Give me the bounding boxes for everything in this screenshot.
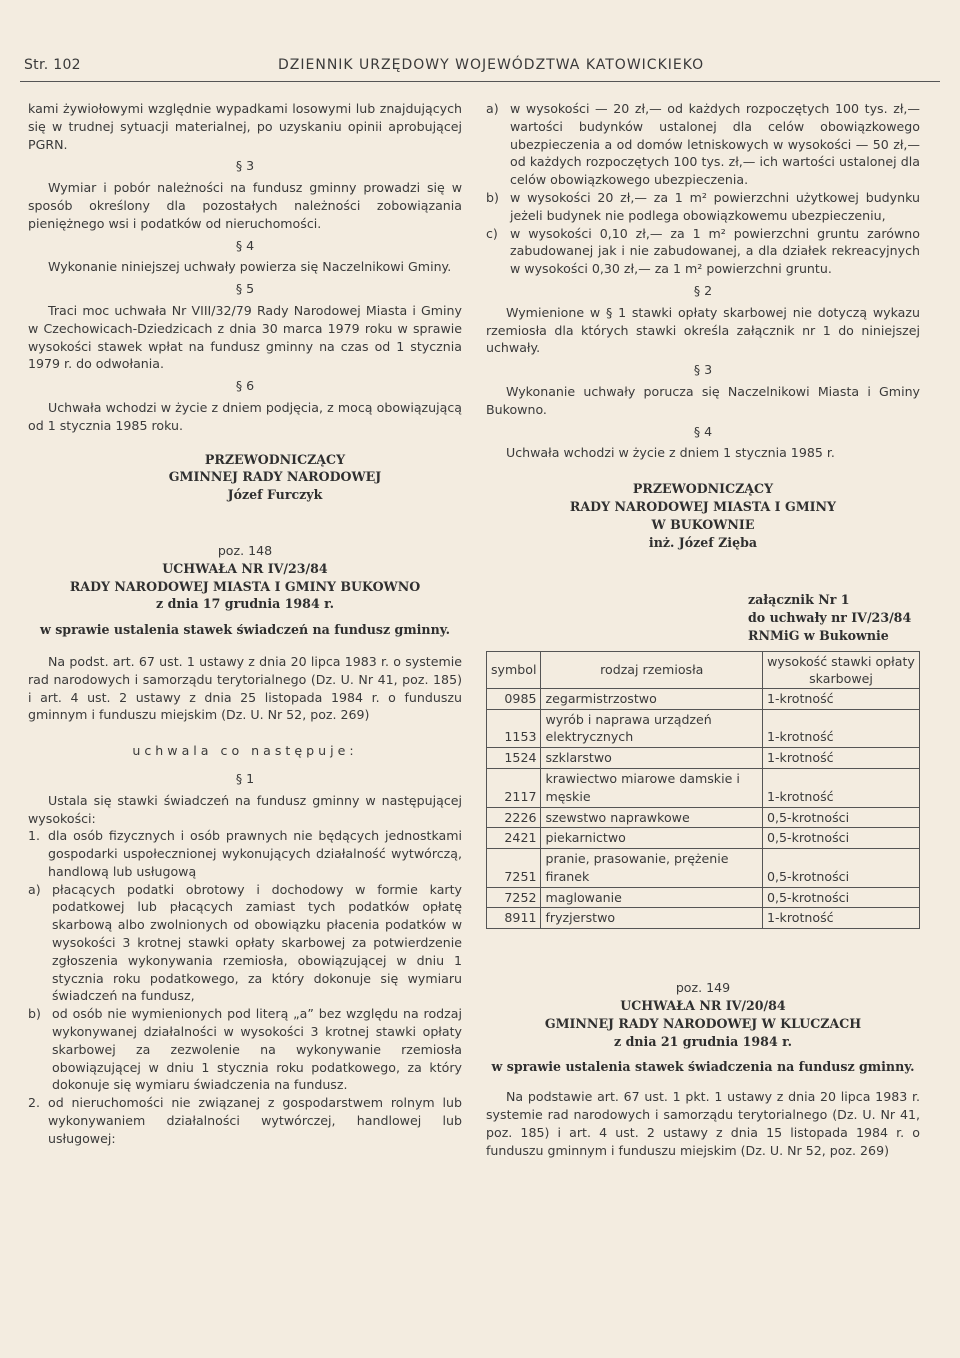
- cell-craft: zegarmistrzostwo: [541, 688, 763, 709]
- table-row: [487, 887, 920, 908]
- table-row: [487, 748, 920, 769]
- cell-symbol: 7252: [487, 887, 541, 908]
- cell-rate: 0,5-krotności: [763, 849, 920, 888]
- cell-rate: 1-krotność: [763, 748, 920, 769]
- resolution-council: GMINNEJ RADY NARODOWEJ W KLUCZACH: [544, 1015, 862, 1031]
- cell-craft: maglowanie: [541, 887, 763, 908]
- section-2-text: Wymienione w § 1 stawki opłaty skarbowej nie dotyczą wykazu rzemiosła dla których stawki określa załącznik nr 1 do niniejszej uchwały.: [486, 304, 920, 356]
- annex-resolution: do uchwały nr IV/23/84: [748, 610, 912, 626]
- cell-rate: 0,5-krotności: [763, 887, 920, 908]
- section-4-title: § 4: [693, 423, 713, 439]
- column-header-craft: rodzaj rzemiosła: [541, 651, 763, 688]
- section-4-text: Uchwała wchodzi w życie z dniem 1 stycznia 1985 r.: [506, 445, 835, 461]
- resolution-council: RADY NARODOWEJ MIASTA I GMINY BUKOWNO: [69, 578, 421, 594]
- cell-rate: 0,5-krotności: [763, 828, 920, 849]
- item-1a-mark: a): [28, 881, 41, 897]
- column-header-rate: wysokość stawki opłaty skarbowej: [763, 651, 920, 688]
- signature-council: RADY NARODOWEJ MIASTA I GMINY: [569, 498, 837, 514]
- column-header-symbol: symbol: [487, 651, 541, 688]
- table-row: [487, 688, 920, 709]
- item-1-text: dla osób fizycznych i osób prawnych nie będących jednostkami gospodarki uspołecznionej wykonujących działalność wytwórczą, handlową lub usługową: [48, 828, 462, 879]
- cell-rate: 1-krotność: [763, 768, 920, 807]
- section-4-title: § 4: [235, 237, 255, 253]
- cell-craft: fryzjerstwo: [541, 908, 763, 929]
- list-item: [28, 1094, 462, 1147]
- cell-symbol: 1524: [487, 748, 541, 769]
- section-5-title: § 5: [235, 281, 255, 297]
- item-c-text: w wysokości 0,10 zł,— za 1 m² powierzchni gruntu zarówno zabudowanej jak i nie zabudowanej, a dla działek rekreacyjnych w wysokości 0,30 zł,— za 1 m² powierzchni gruntu.: [510, 225, 920, 277]
- table-header-row: [487, 651, 920, 688]
- section-5-text: Traci moc uchwała Nr VIII/32/79 Rady Narodowej Miasta i Gminy w Czechowicach-Dziedzicach z dnia 30 marca 1979 roku w sprawie wysokości stawek wpłat na fundusz gminny na czas od 1 stycznia 1979 r. do odwołania.: [28, 302, 462, 372]
- section-4-text: Wykonanie niniejszej uchwały powierza się Naczelnikowi Gminy.: [48, 259, 452, 275]
- cell-symbol: 7251: [487, 849, 541, 888]
- section-1-text: Ustala się stawki świadczeń na fundusz gminny w następującej wysokości:: [28, 792, 462, 826]
- item-b-text: w wysokości 20 zł,— za 1 m² powierzchni użytkowej budynku jeżeli budynek nie podlega obowiązkowemu ubezpieczeniu,: [510, 189, 920, 223]
- item-c-mark: c): [486, 225, 498, 241]
- resolution-date: z dnia 21 grudnia 1984 r.: [614, 1033, 792, 1049]
- legal-basis: Na podstawie art. 67 ust. 1 pkt. 1 ustawy z dnia 20 lipca 1983 r. systemie rad narodowych i samorządu terytorialnego (Dz. U. Nr 41, poz. 185) i art. 4 ust. 2 ustawy z dnia 15 listopada 1984 r. o funduszu gminnym i funduszu miejskim (Dz. U. Nr 52, poz. 269): [486, 1089, 920, 1158]
- list-item: [486, 225, 920, 278]
- annex-heading: [748, 591, 920, 644]
- table-row: [487, 709, 920, 748]
- table-row: [487, 768, 920, 807]
- section-3-title: § 3: [235, 158, 255, 174]
- cell-symbol: 2226: [487, 807, 541, 828]
- resolution-subject: w sprawie ustalenia stawek świadczenia na fundusz gminny.: [491, 1059, 915, 1075]
- cell-craft: szklarstwo: [541, 748, 763, 769]
- section-6-text: Uchwała wchodzi w życie z dniem podjęcia, z mocą obowiązującą od 1 stycznia 1985 roku.: [28, 399, 462, 433]
- signature-role: PRZEWODNICZĄCY: [632, 481, 774, 497]
- section-3-text: Wymiar i pobór należności na fundusz gminny prowadzi się w sposób określony dla pozostałych należności zobowiązania pieniężnego wsi i podatków od nieruchomości.: [28, 180, 462, 231]
- cell-rate: 1-krotność: [763, 709, 920, 748]
- resolution-title: UCHWAŁA NR IV/23/84: [162, 560, 328, 576]
- cell-symbol: 1153: [487, 709, 541, 748]
- list-item: [28, 827, 462, 880]
- table-row: [487, 828, 920, 849]
- resolution-title: UCHWAŁA NR IV/20/84: [620, 998, 786, 1014]
- annex-council: RNMiG w Bukownie: [748, 627, 889, 643]
- cell-symbol: 2421: [487, 828, 541, 849]
- cell-rate: 1-krotność: [763, 688, 920, 709]
- list-item: [28, 881, 462, 1006]
- cell-craft: pranie, prasowanie, prężenie firanek: [541, 849, 763, 888]
- section-3-text: Wykonanie uchwały porucza się Naczelnikowi Miasta i Gminy Bukowno.: [486, 383, 920, 417]
- annex-label: załącznik Nr 1: [748, 592, 850, 608]
- list-item: [486, 100, 920, 189]
- cell-craft: piekarnictwo: [541, 828, 763, 849]
- cell-craft: wyrób i naprawa urządzeń elektrycznych: [541, 709, 763, 748]
- cell-rate: 1-krotność: [763, 908, 920, 929]
- section-2-title: § 2: [693, 282, 713, 298]
- signature-block: [486, 480, 920, 551]
- item-a-text: w wysokości — 20 zł,— od każdych rozpoczętych 100 tys. zł,— wartości budynków ustalonej dla celów obowiązkowego ubezpieczenia a od domów letniskowych w wysokości — 50 zł,— od każdych rozpoczętych 100 tys. zł,— ich wartości ustalonej dla celów obowiązkowego ubezpieczenia.: [510, 101, 920, 188]
- table-row: [487, 849, 920, 888]
- item-b-mark: b): [486, 189, 499, 205]
- item-2-text: od nieruchomości nie związanej z gospodarstwem rolnym lub wykonywaniem działalności wytwórczej, handlowej lub usługowej:: [48, 1095, 462, 1146]
- item-1b-mark: b): [28, 1006, 41, 1022]
- item-1b-text: od osób nie wymienionych pod literą „a” bez względu na rodzaj wykonywanej działalności w wysokości 3 krotnej stawki opłaty skarbowej za zezwolenie na wykonywanie rzemiosła obowiązującej w dniu 1 stycznia roku podatkowego, za który dokonuje się wymiaru świadczenia na fundusz.: [52, 1006, 462, 1093]
- rates-table: [486, 651, 920, 930]
- position-number: poz. 148: [217, 542, 273, 558]
- item-a-mark: a): [486, 101, 499, 116]
- intro-text: kami żywiołowymi względnie wypadkami losowymi lub znajdujących się w trudnej sytuacji materialnej, po uzyskaniu opinii aprobującej PGRN.: [28, 101, 462, 152]
- right-column: [486, 100, 920, 1159]
- cell-rate: 0,5-krotności: [763, 807, 920, 828]
- section-1-title: § 1: [235, 770, 255, 786]
- signature-name: Józef Furczyk: [227, 487, 323, 503]
- cell-symbol: 2117: [487, 768, 541, 807]
- item-1a-text: płacących podatki obrotowy i dochodowy w formie karty podatkowej lub płacących zamiast tych podatków opłatę skarbową albo zwolnionych od obowiązku płacenia podatków w wysokości 3 krotnej stawki opłaty skarbowej za potwierdzenie zgłoszenia wykonywania rzemiosła, obowiązującej w dniu 1 stycznia roku podatkowego, za który dokonuje się wymiaru świadczeń na fundusz,: [52, 881, 462, 1004]
- item-1-number: 1.: [28, 828, 41, 844]
- section-3-title: § 3: [693, 362, 713, 378]
- list-item: [28, 1005, 462, 1094]
- resolution-date: z dnia 17 grudnia 1984 r.: [156, 596, 334, 612]
- cell-craft: krawiectwo miarowe damskie i męskie: [541, 768, 763, 807]
- header-rule: [20, 81, 940, 82]
- cell-symbol: 8911: [487, 908, 541, 929]
- journal-title: DZIENNIK URZĘDOWY WOJEWÓDZTWA KATOWICKIEKO: [278, 57, 705, 73]
- signature-name: inż. Józef Zięba: [648, 534, 758, 550]
- legal-basis: Na podst. art. 67 ust. 1 ustawy z dnia 20 lipca 1983 r. o systemie rad narodowych i samorządu terytorialnego (Dz. U. Nr 41, poz. 185) i art. 4 ust. 2 ustawy z dnia 25 listopada 1984 r. o funduszu gminnym i funduszu miejskim (Dz. U. Nr 52, poz. 269): [28, 653, 462, 723]
- item-2-number: 2.: [28, 1095, 41, 1111]
- cell-craft: szewstwo naprawkowe: [541, 807, 763, 828]
- resolves-heading: uchwala co następuje:: [132, 743, 358, 759]
- signature-place: W BUKOWNIE: [651, 516, 755, 532]
- table-row: [487, 807, 920, 828]
- signature-role: PRZEWODNICZĄCY: [204, 451, 346, 467]
- table-row: [487, 908, 920, 929]
- list-item: [486, 189, 920, 225]
- signature-block: [28, 451, 462, 504]
- page-number: Str. 102: [24, 57, 81, 73]
- cell-symbol: 0985: [487, 688, 541, 709]
- left-column: [28, 100, 462, 1148]
- resolution-subject: w sprawie ustalenia stawek świadczeń na fundusz gminny.: [39, 622, 451, 638]
- signature-council: GMINNEJ RADY NARODOWEJ: [168, 469, 382, 485]
- section-6-title: § 6: [235, 378, 255, 394]
- position-number: poz. 149: [675, 980, 731, 996]
- page-header: [20, 57, 940, 79]
